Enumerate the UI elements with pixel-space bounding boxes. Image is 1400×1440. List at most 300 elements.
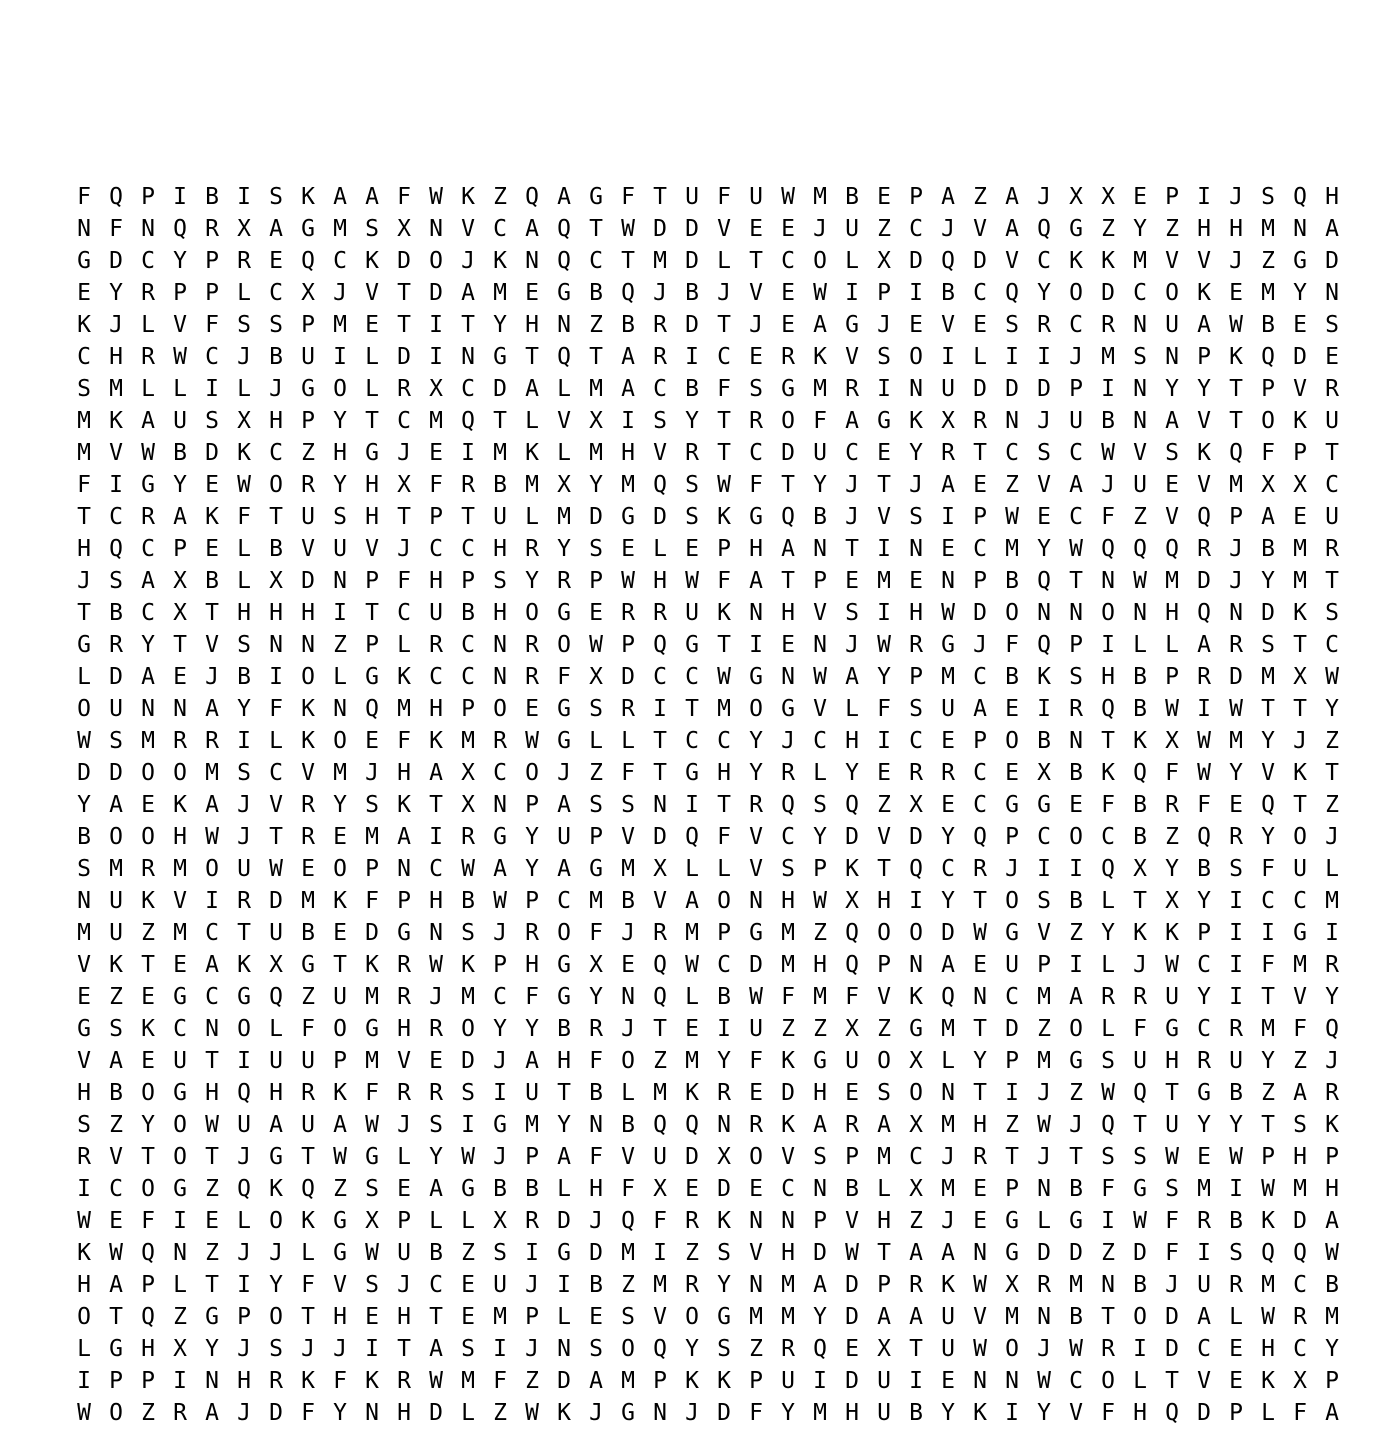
grid-letter: G	[173, 984, 187, 1010]
grid-letter: V	[877, 504, 891, 530]
grid-letter: B	[685, 376, 699, 402]
grid-letter: A	[1197, 1304, 1211, 1330]
grid-letter: W	[1229, 312, 1243, 338]
grid-letter: X	[493, 1208, 507, 1234]
grid-letter: S	[1069, 664, 1083, 690]
grid-letter: Q	[461, 408, 475, 434]
grid-letter: W	[269, 856, 283, 882]
grid-letter: N	[749, 1208, 763, 1234]
grid-letter: J	[749, 312, 763, 338]
grid-letter: E	[909, 312, 923, 338]
grid-letter: N	[813, 1176, 827, 1202]
grid-letter: J	[589, 1400, 603, 1426]
grid-letter: Y	[1229, 1112, 1243, 1138]
grid-letter: N	[717, 1112, 731, 1138]
grid-letter: H	[1165, 1048, 1179, 1074]
grid-letter: O	[141, 760, 155, 786]
grid-letter: Q	[237, 1176, 251, 1202]
grid-letter: Q	[909, 856, 923, 882]
grid-letter: D	[621, 664, 635, 690]
grid-letter: Y	[1197, 376, 1211, 402]
grid-letter: Q	[1101, 856, 1115, 882]
grid-letter: P	[589, 568, 603, 594]
grid-letter: Y	[749, 760, 763, 786]
grid-letter: K	[77, 1240, 91, 1266]
grid-letter: Y	[1197, 1112, 1211, 1138]
grid-letter: A	[813, 1112, 827, 1138]
grid-letter: K	[397, 792, 411, 818]
grid-letter: Z	[301, 984, 315, 1010]
grid-letter: T	[1293, 632, 1307, 658]
grid-letter: N	[1005, 408, 1019, 434]
grid-letter: L	[1325, 856, 1339, 882]
grid-letter: H	[749, 536, 763, 562]
grid-letter: F	[77, 472, 91, 498]
grid-letter: J	[1037, 1080, 1051, 1106]
grid-letter: H	[1133, 1400, 1147, 1426]
grid-letter: O	[269, 1208, 283, 1234]
grid-letter: B	[1133, 792, 1147, 818]
grid-letter: Z	[1101, 1240, 1115, 1266]
grid-letter: Q	[1101, 536, 1115, 562]
grid-letter: P	[813, 856, 827, 882]
grid-letter: F	[205, 312, 219, 338]
grid-letter: Z	[301, 440, 315, 466]
grid-letter: M	[685, 1048, 699, 1074]
grid-letter: Q	[621, 280, 635, 306]
grid-letter: R	[237, 248, 251, 274]
grid-letter: M	[77, 920, 91, 946]
grid-letter: I	[461, 1112, 475, 1138]
grid-letter: R	[397, 952, 411, 978]
grid-letter: E	[877, 440, 891, 466]
grid-letter: B	[461, 888, 475, 914]
grid-letter: W	[621, 216, 635, 242]
grid-letter: C	[717, 728, 731, 754]
grid-row	[76, 661, 1339, 693]
grid-letter: M	[717, 696, 731, 722]
grid-letter: B	[1069, 1304, 1083, 1330]
grid-letter: W	[973, 1336, 987, 1362]
grid-letter: G	[333, 1208, 347, 1234]
grid-letter: L	[557, 440, 571, 466]
grid-letter: P	[205, 248, 219, 274]
grid-letter: Z	[781, 1016, 795, 1042]
grid-letter: A	[269, 1112, 283, 1138]
grid-letter: N	[301, 632, 315, 658]
grid-letter: Y	[525, 1016, 539, 1042]
grid-letter: B	[1229, 1208, 1243, 1234]
grid-letter: M	[1197, 1176, 1211, 1202]
grid-letter: B	[589, 1272, 603, 1298]
grid-letter: T	[1005, 1144, 1019, 1170]
grid-letter: D	[109, 248, 123, 274]
grid-letter: P	[333, 1048, 347, 1074]
grid-letter: I	[909, 888, 923, 914]
grid-letter: G	[77, 632, 91, 658]
grid-letter: P	[1261, 1144, 1275, 1170]
grid-letter: I	[173, 184, 187, 210]
grid-letter: D	[269, 888, 283, 914]
grid-letter: Q	[1165, 1400, 1179, 1426]
grid-letter: M	[1165, 568, 1179, 594]
grid-letter: U	[941, 696, 955, 722]
grid-letter: X	[909, 792, 923, 818]
grid-letter: L	[557, 1176, 571, 1202]
grid-letter: S	[813, 1144, 827, 1170]
grid-letter: K	[973, 1400, 987, 1426]
grid-letter: U	[269, 1048, 283, 1074]
grid-letter: H	[333, 440, 347, 466]
grid-letter: V	[845, 344, 859, 370]
grid-letter: G	[813, 1048, 827, 1074]
grid-letter: J	[813, 216, 827, 242]
grid-letter: S	[813, 792, 827, 818]
grid-letter: A	[461, 280, 475, 306]
grid-letter: B	[269, 344, 283, 370]
grid-letter: M	[557, 504, 571, 530]
grid-letter: T	[205, 1048, 219, 1074]
grid-letter: Q	[1005, 280, 1019, 306]
grid-letter: Q	[1229, 440, 1243, 466]
grid-letter: W	[1101, 1080, 1115, 1106]
grid-letter: R	[685, 1272, 699, 1298]
grid-letter: E	[685, 1176, 699, 1202]
grid-letter: V	[77, 952, 91, 978]
grid-letter: L	[1133, 632, 1147, 658]
grid-letter: D	[653, 216, 667, 242]
grid-letter: N	[941, 1080, 955, 1106]
grid-letter: F	[493, 1368, 507, 1394]
grid-letter: S	[269, 312, 283, 338]
grid-letter: J	[685, 1400, 699, 1426]
grid-letter: O	[1293, 824, 1307, 850]
grid-letter: T	[1229, 408, 1243, 434]
grid-letter: C	[1101, 824, 1115, 850]
grid-letter: C	[141, 248, 155, 274]
grid-letter: N	[365, 1400, 379, 1426]
grid-letter: B	[1037, 728, 1051, 754]
grid-letter: Y	[1261, 728, 1275, 754]
grid-letter: J	[333, 280, 347, 306]
grid-letter: D	[685, 216, 699, 242]
grid-letter: M	[461, 1368, 475, 1394]
grid-letter: F	[1165, 1240, 1179, 1266]
grid-letter: G	[685, 632, 699, 658]
grid-letter: H	[269, 600, 283, 626]
grid-letter: H	[845, 1400, 859, 1426]
grid-letter: W	[141, 440, 155, 466]
grid-letter: S	[1165, 1176, 1179, 1202]
grid-letter: Z	[525, 1368, 539, 1394]
grid-letter: Z	[205, 1240, 219, 1266]
grid-letter: R	[429, 1016, 443, 1042]
grid-letter: R	[973, 856, 987, 882]
grid-letter: O	[333, 728, 347, 754]
grid-letter: U	[1293, 856, 1307, 882]
grid-letter: R	[1325, 952, 1339, 978]
grid-letter: R	[749, 1112, 763, 1138]
grid-letter: C	[685, 728, 699, 754]
grid-letter: T	[1293, 792, 1307, 818]
grid-letter: K	[205, 504, 219, 530]
grid-letter: Q	[1293, 1240, 1307, 1266]
grid-letter: Q	[1261, 344, 1275, 370]
grid-letter: R	[941, 440, 955, 466]
grid-letter: J	[1069, 344, 1083, 370]
grid-letter: R	[1165, 792, 1179, 818]
grid-letter: P	[813, 1208, 827, 1234]
grid-letter: U	[749, 1016, 763, 1042]
grid-letter: D	[461, 1048, 475, 1074]
grid-letter: G	[1005, 1208, 1019, 1234]
grid-letter: M	[1229, 728, 1243, 754]
grid-letter: K	[1293, 760, 1307, 786]
grid-letter: R	[589, 1016, 603, 1042]
grid-letter: R	[781, 760, 795, 786]
grid-letter: L	[621, 728, 635, 754]
grid-letter: M	[493, 280, 507, 306]
grid-letter: C	[941, 856, 955, 882]
grid-letter: B	[1133, 824, 1147, 850]
grid-letter: V	[365, 280, 379, 306]
grid-letter: X	[557, 472, 571, 498]
grid-letter: Z	[589, 760, 603, 786]
grid-letter: V	[173, 888, 187, 914]
grid-letter: Q	[1133, 1080, 1147, 1106]
grid-letter: C	[141, 600, 155, 626]
grid-letter: O	[749, 696, 763, 722]
grid-letter: P	[589, 824, 603, 850]
grid-letter: C	[109, 504, 123, 530]
grid-letter: P	[109, 1368, 123, 1394]
grid-letter: K	[909, 984, 923, 1010]
grid-letter: E	[589, 1304, 603, 1330]
grid-letter: C	[781, 1176, 795, 1202]
grid-letter: T	[1325, 760, 1339, 786]
grid-letter: N	[781, 664, 795, 690]
grid-letter: I	[109, 472, 123, 498]
grid-letter: C	[813, 728, 827, 754]
grid-letter: V	[1293, 984, 1307, 1010]
grid-letter: N	[1005, 1368, 1019, 1394]
grid-letter: Z	[1133, 504, 1147, 530]
grid-letter: W	[365, 1240, 379, 1266]
grid-letter: F	[1101, 792, 1115, 818]
grid-letter: I	[1229, 888, 1243, 914]
grid-letter: Y	[1261, 568, 1275, 594]
grid-row	[76, 853, 1339, 885]
grid-letter: N	[1037, 1304, 1051, 1330]
grid-letter: K	[1261, 1368, 1275, 1394]
grid-letter: V	[717, 216, 731, 242]
grid-letter: S	[845, 600, 859, 626]
grid-letter: S	[333, 504, 347, 530]
grid-letter: F	[653, 1208, 667, 1234]
grid-letter: I	[365, 1336, 379, 1362]
grid-letter: A	[525, 216, 539, 242]
grid-row	[76, 373, 1339, 405]
grid-letter: T	[717, 312, 731, 338]
grid-letter: P	[1325, 1144, 1339, 1170]
grid-letter: A	[941, 184, 955, 210]
grid-letter: W	[1037, 1112, 1051, 1138]
grid-letter: G	[1069, 1048, 1083, 1074]
grid-letter: X	[589, 952, 603, 978]
grid-letter: E	[1293, 312, 1307, 338]
grid-letter: H	[781, 888, 795, 914]
grid-letter: K	[685, 1368, 699, 1394]
grid-letter: S	[909, 696, 923, 722]
grid-letter: T	[653, 760, 667, 786]
grid-letter: K	[365, 952, 379, 978]
grid-letter: E	[525, 280, 539, 306]
grid-letter: C	[1069, 440, 1083, 466]
grid-letter: A	[525, 1048, 539, 1074]
grid-letter: X	[173, 1336, 187, 1362]
grid-letter: J	[1325, 1048, 1339, 1074]
grid-letter: G	[365, 440, 379, 466]
grid-letter: L	[1101, 952, 1115, 978]
grid-letter: G	[781, 696, 795, 722]
grid-letter: N	[749, 1272, 763, 1298]
grid-letter: J	[237, 1400, 251, 1426]
grid-letter: L	[685, 984, 699, 1010]
grid-letter: R	[909, 632, 923, 658]
grid-letter: E	[1229, 280, 1243, 306]
grid-letter: T	[141, 952, 155, 978]
grid-letter: I	[1197, 184, 1211, 210]
grid-row	[76, 917, 1339, 949]
grid-letter: T	[1261, 984, 1275, 1010]
grid-letter: R	[205, 728, 219, 754]
grid-letter: O	[77, 696, 91, 722]
grid-letter: O	[429, 248, 443, 274]
grid-letter: E	[973, 1176, 987, 1202]
grid-letter: R	[653, 600, 667, 626]
grid-letter: S	[621, 1304, 635, 1330]
grid-letter: A	[429, 760, 443, 786]
grid-letter: F	[1133, 1016, 1147, 1042]
grid-letter: J	[429, 984, 443, 1010]
grid-letter: L	[685, 856, 699, 882]
grid-letter: F	[1101, 504, 1115, 530]
grid-letter: O	[109, 1400, 123, 1426]
grid-letter: T	[1069, 1144, 1083, 1170]
grid-letter: M	[173, 856, 187, 882]
grid-letter: Y	[173, 248, 187, 274]
grid-letter: W	[813, 664, 827, 690]
grid-letter: J	[1101, 472, 1115, 498]
grid-letter: D	[1101, 280, 1115, 306]
grid-letter: E	[141, 984, 155, 1010]
grid-letter: P	[653, 1368, 667, 1394]
grid-row	[76, 1045, 1339, 1077]
grid-letter: V	[1197, 1368, 1211, 1394]
grid-letter: C	[589, 248, 603, 274]
grid-letter: F	[1197, 792, 1211, 818]
grid-letter: R	[301, 1080, 315, 1106]
grid-letter: P	[1005, 1048, 1019, 1074]
grid-letter: E	[749, 1176, 763, 1202]
grid-letter: T	[173, 632, 187, 658]
grid-letter: B	[909, 1400, 923, 1426]
grid-letter: M	[365, 984, 379, 1010]
grid-letter: O	[1005, 1336, 1019, 1362]
grid-letter: S	[1261, 632, 1275, 658]
grid-letter: B	[813, 504, 827, 530]
grid-letter: H	[589, 1176, 603, 1202]
grid-letter: G	[749, 504, 763, 530]
grid-letter: H	[909, 600, 923, 626]
grid-letter: J	[1037, 1336, 1051, 1362]
grid-letter: O	[557, 632, 571, 658]
grid-letter: I	[685, 792, 699, 818]
grid-letter: K	[909, 408, 923, 434]
grid-letter: K	[717, 600, 731, 626]
grid-letter: D	[973, 376, 987, 402]
grid-letter: O	[77, 1304, 91, 1330]
grid-letter: X	[653, 1176, 667, 1202]
grid-letter: W	[589, 632, 603, 658]
grid-letter: Z	[1069, 1080, 1083, 1106]
grid-letter: A	[333, 184, 347, 210]
grid-letter: C	[685, 664, 699, 690]
grid-row	[76, 1301, 1339, 1333]
grid-letter: C	[909, 1144, 923, 1170]
grid-letter: Q	[557, 248, 571, 274]
grid-letter: A	[589, 1368, 603, 1394]
grid-letter: S	[461, 1080, 475, 1106]
grid-letter: W	[461, 1144, 475, 1170]
grid-letter: M	[813, 376, 827, 402]
grid-letter: V	[205, 632, 219, 658]
grid-letter: M	[781, 1304, 795, 1330]
grid-letter: W	[1037, 1368, 1051, 1394]
grid-letter: W	[173, 344, 187, 370]
grid-letter: S	[1325, 600, 1339, 626]
grid-letter: J	[333, 1336, 347, 1362]
grid-letter: S	[781, 856, 795, 882]
grid-letter: F	[365, 888, 379, 914]
grid-letter: M	[1261, 1272, 1275, 1298]
grid-letter: Z	[749, 1336, 763, 1362]
grid-letter: J	[269, 376, 283, 402]
grid-letter: E	[781, 216, 795, 242]
grid-letter: T	[1261, 1112, 1275, 1138]
grid-letter: P	[141, 184, 155, 210]
grid-letter: J	[525, 1272, 539, 1298]
grid-letter: G	[877, 408, 891, 434]
grid-letter: K	[557, 1400, 571, 1426]
grid-letter: H	[141, 1336, 155, 1362]
grid-letter: T	[1325, 568, 1339, 594]
grid-letter: J	[909, 472, 923, 498]
grid-letter: W	[1165, 1144, 1179, 1170]
grid-letter: Q	[845, 920, 859, 946]
grid-letter: Y	[877, 664, 891, 690]
grid-letter: O	[1101, 1368, 1115, 1394]
grid-row	[76, 885, 1339, 917]
grid-letter: K	[813, 344, 827, 370]
grid-letter: N	[333, 568, 347, 594]
grid-letter: P	[1293, 440, 1307, 466]
grid-letter: I	[1197, 1240, 1211, 1266]
grid-letter: S	[269, 1336, 283, 1362]
grid-letter: G	[301, 376, 315, 402]
grid-letter: V	[877, 984, 891, 1010]
grid-letter: W	[205, 1112, 219, 1138]
